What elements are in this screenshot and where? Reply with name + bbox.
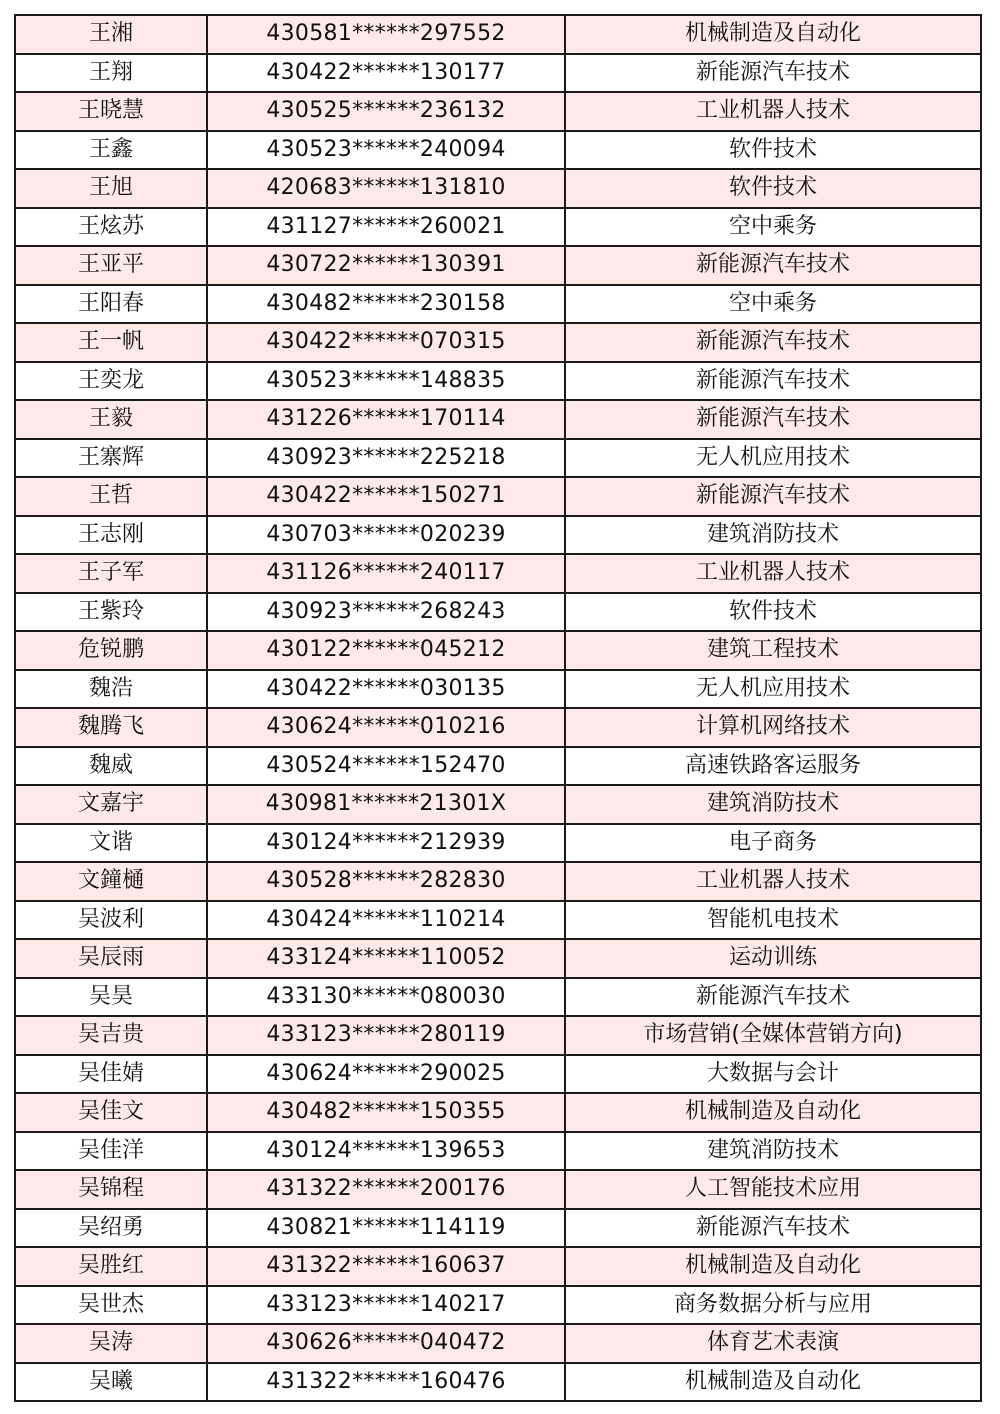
major-cell: 机械制造及自动化 [565,1247,981,1286]
id-number-cell: 430124******139653 [207,1132,565,1171]
major-cell: 建筑消防技术 [565,785,981,824]
table-row [15,747,981,786]
major-cell: 新能源汽车技术 [565,323,981,362]
id-number-cell: 430424******110214 [207,901,565,940]
major-cell: 运动训练 [565,939,981,978]
student-name-cell: 王湘 [15,15,207,54]
table-row [15,978,981,1017]
major-cell: 建筑消防技术 [565,1132,981,1171]
id-number-cell: 433123******140217 [207,1286,565,1325]
table-row [15,1055,981,1094]
table-row [15,708,981,747]
id-number-cell: 431127******260021 [207,208,565,247]
student-name-cell: 王子军 [15,554,207,593]
table-row [15,1093,981,1132]
id-number-cell: 431226******170114 [207,400,565,439]
student-name-cell: 王旭 [15,169,207,208]
table-row [15,631,981,670]
student-name-cell: 吴佳洋 [15,1132,207,1171]
student-name-cell: 吴佳文 [15,1093,207,1132]
table-row [15,862,981,901]
major-cell: 建筑消防技术 [565,516,981,555]
major-cell: 新能源汽车技术 [565,477,981,516]
id-number-cell: 430581******297552 [207,15,565,54]
id-number-cell: 430422******130177 [207,54,565,93]
id-number-cell: 430528******282830 [207,862,565,901]
table-row [15,593,981,632]
id-number-cell: 430525******236132 [207,92,565,131]
table-row [15,1247,981,1286]
id-number-cell: 430722******130391 [207,246,565,285]
major-cell: 人工智能技术应用 [565,1170,981,1209]
table-row [15,516,981,555]
table-row [15,901,981,940]
major-cell: 计算机网络技术 [565,708,981,747]
id-number-cell: 430703******020239 [207,516,565,555]
table-row [15,15,981,54]
student-name-cell: 王阳春 [15,285,207,324]
table-row [15,400,981,439]
major-cell: 新能源汽车技术 [565,978,981,1017]
student-name-cell: 吴涛 [15,1324,207,1363]
student-name-cell: 王哲 [15,477,207,516]
id-number-cell: 430923******225218 [207,439,565,478]
major-cell: 工业机器人技术 [565,92,981,131]
table-row [15,1286,981,1325]
student-name-cell: 吴昊 [15,978,207,1017]
major-cell: 工业机器人技术 [565,554,981,593]
student-name-cell: 文嘉宇 [15,785,207,824]
major-cell: 新能源汽车技术 [565,54,981,93]
table-row [15,285,981,324]
table-row [15,1016,981,1055]
id-number-cell: 430422******070315 [207,323,565,362]
id-number-cell: 431322******160476 [207,1363,565,1402]
student-name-cell: 王翔 [15,54,207,93]
table-row [15,939,981,978]
id-number-cell: 430524******152470 [207,747,565,786]
id-number-cell: 430624******290025 [207,1055,565,1094]
student-list-table [14,14,982,1402]
id-number-cell: 430482******230158 [207,285,565,324]
student-name-cell: 吴吉贵 [15,1016,207,1055]
student-name-cell: 王一帆 [15,323,207,362]
id-number-cell: 430626******040472 [207,1324,565,1363]
student-name-cell: 吴佳婧 [15,1055,207,1094]
major-cell: 建筑工程技术 [565,631,981,670]
major-cell: 无人机应用技术 [565,670,981,709]
table-row [15,1324,981,1363]
table-row [15,785,981,824]
major-cell: 大数据与会计 [565,1055,981,1094]
student-name-cell: 王紫玲 [15,593,207,632]
student-name-cell: 吴世杰 [15,1286,207,1325]
id-number-cell: 433124******110052 [207,939,565,978]
id-number-cell: 430981******21301X [207,785,565,824]
student-name-cell: 文鐘樋 [15,862,207,901]
student-name-cell: 吴锦程 [15,1170,207,1209]
id-number-cell: 431322******160637 [207,1247,565,1286]
table-row [15,554,981,593]
student-name-cell: 王晓慧 [15,92,207,131]
major-cell: 电子商务 [565,824,981,863]
id-number-cell: 430482******150355 [207,1093,565,1132]
major-cell: 新能源汽车技术 [565,246,981,285]
id-number-cell: 431126******240117 [207,554,565,593]
major-cell: 新能源汽车技术 [565,1209,981,1248]
major-cell: 智能机电技术 [565,901,981,940]
major-cell: 体育艺术表演 [565,1324,981,1363]
student-name-cell: 吴曦 [15,1363,207,1402]
table-row [15,131,981,170]
student-name-cell: 吴辰雨 [15,939,207,978]
major-cell: 空中乘务 [565,208,981,247]
id-number-cell: 430624******010216 [207,708,565,747]
table-row [15,208,981,247]
table-row [15,92,981,131]
major-cell: 软件技术 [565,593,981,632]
major-cell: 机械制造及自动化 [565,15,981,54]
student-name-cell: 魏威 [15,747,207,786]
student-name-cell: 吴胜红 [15,1247,207,1286]
major-cell: 新能源汽车技术 [565,400,981,439]
table-row [15,824,981,863]
table-row [15,1363,981,1402]
id-number-cell: 420683******131810 [207,169,565,208]
student-name-cell: 王寨辉 [15,439,207,478]
major-cell: 高速铁路客运服务 [565,747,981,786]
major-cell: 机械制造及自动化 [565,1093,981,1132]
id-number-cell: 430422******150271 [207,477,565,516]
id-number-cell: 433123******280119 [207,1016,565,1055]
student-name-cell: 王奕龙 [15,362,207,401]
table-row [15,362,981,401]
table-row [15,1132,981,1171]
table-row [15,169,981,208]
student-name-cell: 文谐 [15,824,207,863]
id-number-cell: 430523******240094 [207,131,565,170]
major-cell: 新能源汽车技术 [565,362,981,401]
table-row [15,1209,981,1248]
id-number-cell: 430422******030135 [207,670,565,709]
major-cell: 软件技术 [565,131,981,170]
student-name-cell: 魏腾飞 [15,708,207,747]
table-row [15,246,981,285]
major-cell: 商务数据分析与应用 [565,1286,981,1325]
major-cell: 工业机器人技术 [565,862,981,901]
id-number-cell: 430122******045212 [207,631,565,670]
table-row [15,323,981,362]
student-name-cell: 王鑫 [15,131,207,170]
major-cell: 市场营销(全媒体营销方向) [565,1016,981,1055]
id-number-cell: 430821******114119 [207,1209,565,1248]
table-row [15,477,981,516]
major-cell: 机械制造及自动化 [565,1363,981,1402]
student-name-cell: 王毅 [15,400,207,439]
student-name-cell: 王炫苏 [15,208,207,247]
student-name-cell: 吴波利 [15,901,207,940]
student-name-cell: 吴绍勇 [15,1209,207,1248]
id-number-cell: 430523******148835 [207,362,565,401]
id-number-cell: 431322******200176 [207,1170,565,1209]
table-row [15,670,981,709]
id-number-cell: 430124******212939 [207,824,565,863]
table-row [15,1170,981,1209]
major-cell: 无人机应用技术 [565,439,981,478]
table-row [15,54,981,93]
student-name-cell: 王亚平 [15,246,207,285]
student-name-cell: 魏浩 [15,670,207,709]
student-name-cell: 王志刚 [15,516,207,555]
table-body [15,15,981,1401]
table-row [15,439,981,478]
id-number-cell: 433130******080030 [207,978,565,1017]
student-name-cell: 危锐鹏 [15,631,207,670]
major-cell: 空中乘务 [565,285,981,324]
id-number-cell: 430923******268243 [207,593,565,632]
major-cell: 软件技术 [565,169,981,208]
